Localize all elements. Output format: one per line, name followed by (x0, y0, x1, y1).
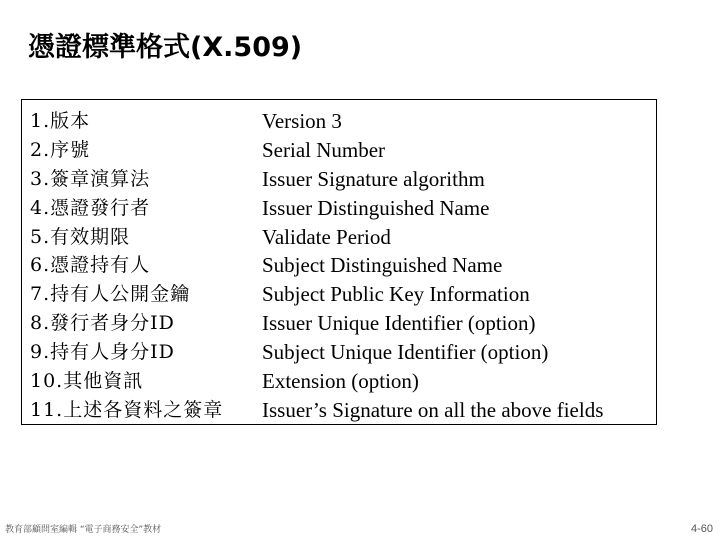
slide-title: 憑證標準格式(X.509) (28, 32, 303, 63)
field-label-zh: 3.簽章演算法 (30, 167, 151, 190)
footer-source: 教育部顧問室編輯 “電子商務安全”教材 (5, 525, 162, 535)
field-label-zh: 2.序號 (30, 138, 91, 161)
field-label-en: Subject Public Key Information (262, 282, 530, 307)
field-label-en: Issuer Unique Identifier (option) (262, 311, 536, 336)
field-label-en: Issuer’s Signature on all the above fields (262, 397, 604, 422)
page-number: 4-60 (690, 523, 713, 535)
field-label-en: Subject Distinguished Name (262, 253, 503, 278)
field-label-en: Issuer Signature algorithm (262, 166, 485, 191)
certificate-fields-table (21, 99, 657, 425)
field-label-zh: 9.持有人身分ID (30, 341, 175, 364)
field-label-en: Extension (option) (262, 369, 419, 394)
field-label-zh: 6.憑證持有人 (30, 254, 151, 277)
field-label-zh: 5.有效期限 (30, 225, 131, 248)
field-label-en: Validate Period (262, 224, 391, 249)
field-label-en: Issuer Distinguished Name (262, 195, 490, 220)
field-label-zh: 7.持有人公開金鑰 (30, 283, 191, 306)
field-label-zh: 10.其他資訊 (30, 370, 144, 393)
field-label-en: Version 3 (262, 109, 342, 133)
field-label-en: Subject Unique Identifier (option) (262, 340, 549, 365)
field-label-zh: 1.版本 (30, 110, 91, 132)
field-label-zh: 4.憑證發行者 (30, 196, 151, 219)
field-label-zh: 11.上述各資料之簽章 (30, 398, 224, 421)
field-label-en: Serial Number (262, 137, 386, 162)
field-label-zh: 8.發行者身分ID (30, 312, 175, 335)
